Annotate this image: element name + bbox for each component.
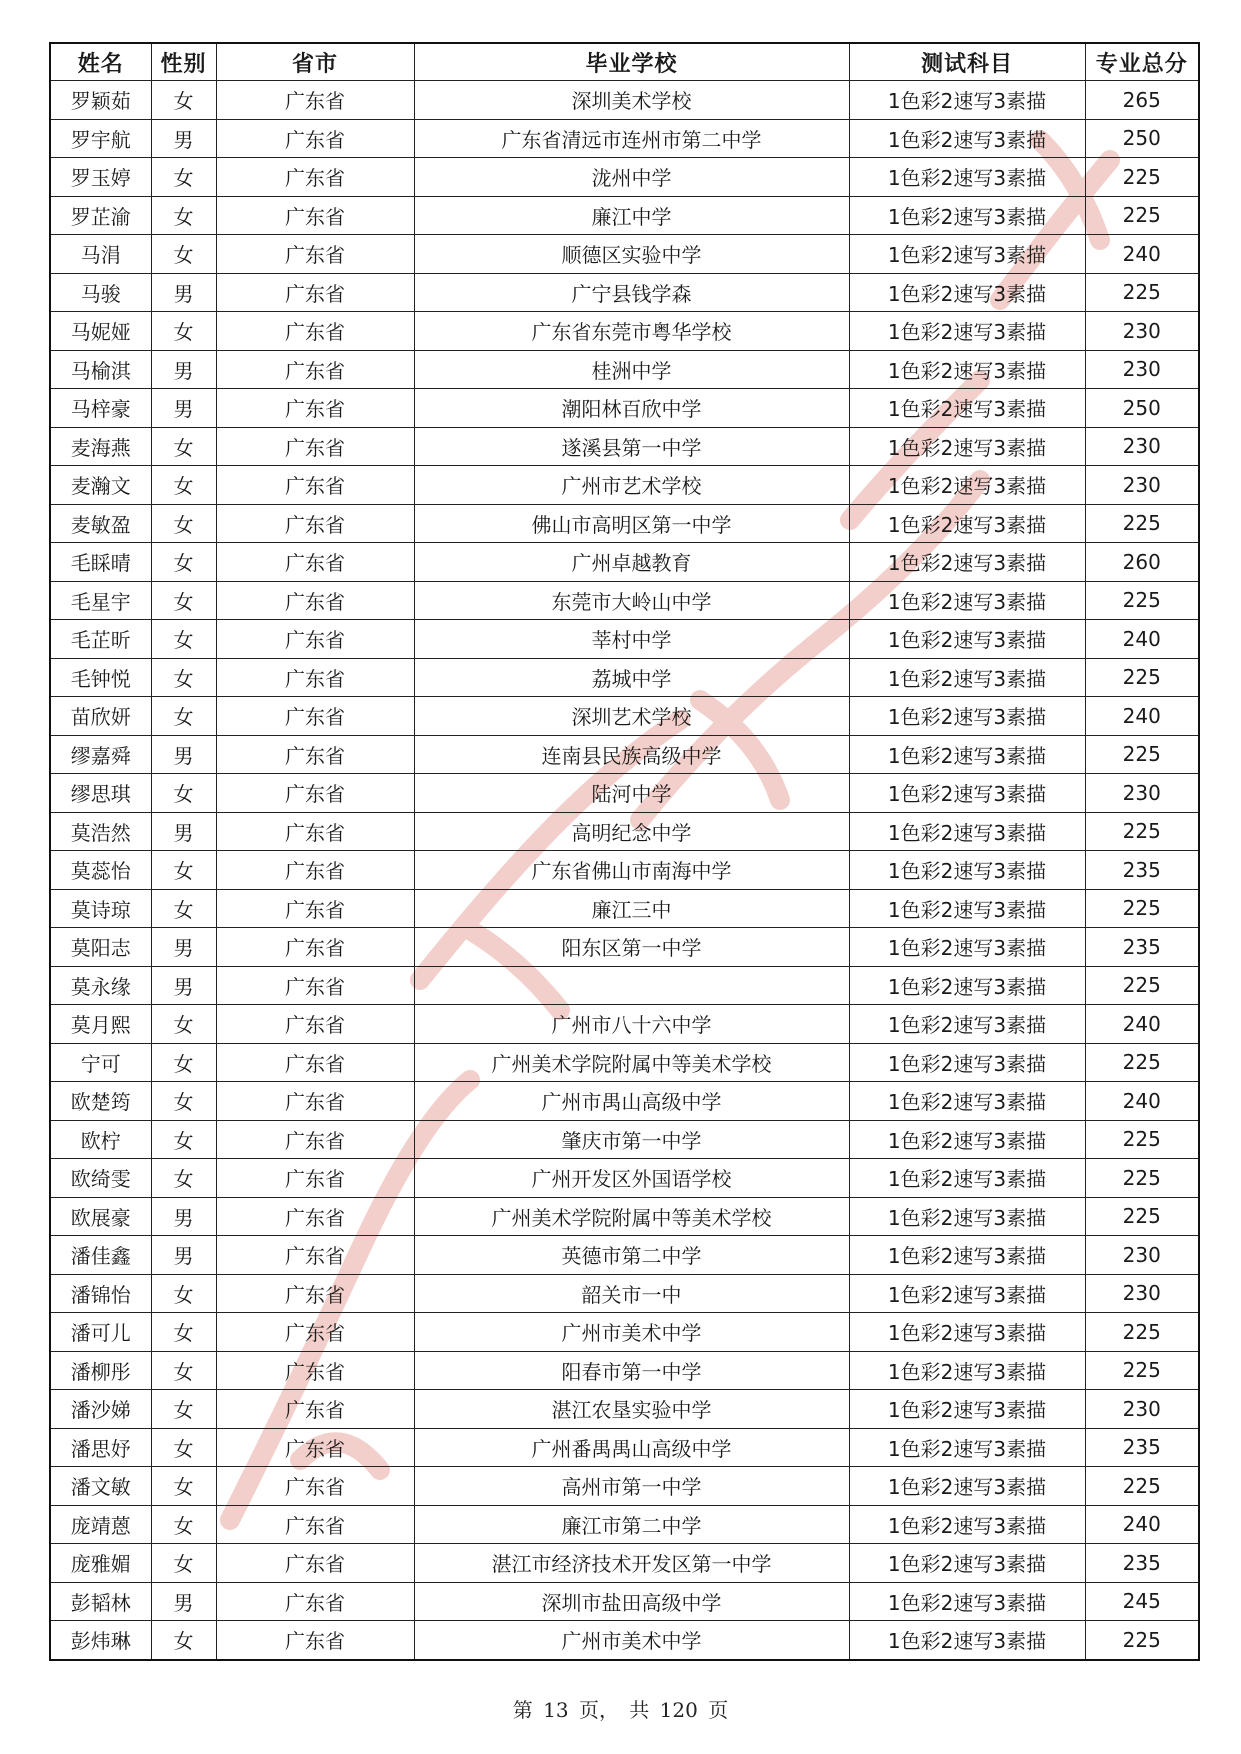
table-row	[50, 966, 1199, 1005]
table-row	[50, 697, 1199, 736]
table-row	[50, 466, 1199, 505]
cell-subjects: 1色彩2速写3素描	[849, 543, 1085, 582]
cell-score: 230	[1085, 1236, 1199, 1275]
cell-school: 荔城中学	[414, 658, 849, 697]
cell-name: 潘沙娣	[50, 1390, 151, 1429]
cell-school: 佛山市高明区第一中学	[414, 504, 849, 543]
cell-score: 225	[1085, 1467, 1199, 1506]
cell-school: 广东省东莞市粤华学校	[414, 312, 849, 351]
cell-name: 苗欣妍	[50, 697, 151, 736]
cell-gender: 男	[151, 389, 216, 428]
cell-score: 225	[1085, 735, 1199, 774]
cell-subjects: 1色彩2速写3素描	[849, 1120, 1085, 1159]
cell-gender: 女	[151, 1120, 216, 1159]
cell-school: 广州番禺禺山高级中学	[414, 1428, 849, 1467]
cell-name: 罗玉婷	[50, 158, 151, 197]
table-row	[50, 1043, 1199, 1082]
cell-name: 莫诗琼	[50, 889, 151, 928]
table-row	[50, 235, 1199, 274]
cell-subjects: 1色彩2速写3素描	[849, 273, 1085, 312]
cell-subjects: 1色彩2速写3素描	[849, 1159, 1085, 1198]
cell-province: 广东省	[216, 1005, 414, 1044]
cell-name: 麦瀚文	[50, 466, 151, 505]
cell-gender: 女	[151, 1274, 216, 1313]
cell-subjects: 1色彩2速写3素描	[849, 312, 1085, 351]
cell-school: 深圳美术学校	[414, 81, 849, 120]
cell-subjects: 1色彩2速写3素描	[849, 1582, 1085, 1621]
cell-school: 廉江三中	[414, 889, 849, 928]
cell-subjects: 1色彩2速写3素描	[849, 1082, 1085, 1121]
cell-gender: 女	[151, 581, 216, 620]
cell-school: 广州卓越教育	[414, 543, 849, 582]
cell-name: 马涓	[50, 235, 151, 274]
cell-school: 桂洲中学	[414, 350, 849, 389]
table-row	[50, 273, 1199, 312]
cell-name: 彭炜琳	[50, 1621, 151, 1660]
cell-province: 广东省	[216, 1274, 414, 1313]
cell-subjects: 1色彩2速写3素描	[849, 119, 1085, 158]
cell-subjects: 1色彩2速写3素描	[849, 1274, 1085, 1313]
cell-school: 高州市第一中学	[414, 1467, 849, 1506]
cell-school: 湛江市经济技术开发区第一中学	[414, 1544, 849, 1583]
cell-province: 广东省	[216, 1313, 414, 1352]
cell-score: 245	[1085, 1582, 1199, 1621]
cell-score: 225	[1085, 1621, 1199, 1660]
cell-gender: 男	[151, 966, 216, 1005]
table-row	[50, 889, 1199, 928]
cell-score: 225	[1085, 1197, 1199, 1236]
cell-name: 庞雅媚	[50, 1544, 151, 1583]
cell-score: 230	[1085, 774, 1199, 813]
cell-province: 广东省	[216, 119, 414, 158]
cell-score: 225	[1085, 581, 1199, 620]
cell-score: 240	[1085, 1505, 1199, 1544]
cell-name: 欧楚筠	[50, 1082, 151, 1121]
cell-province: 广东省	[216, 196, 414, 235]
cell-score: 240	[1085, 235, 1199, 274]
cell-name: 莫蕊怡	[50, 851, 151, 890]
cell-subjects: 1色彩2速写3素描	[849, 735, 1085, 774]
cell-school: 广东省佛山市南海中学	[414, 851, 849, 890]
cell-score: 235	[1085, 851, 1199, 890]
cell-province: 广东省	[216, 1120, 414, 1159]
cell-score: 225	[1085, 504, 1199, 543]
cell-province: 广东省	[216, 1082, 414, 1121]
cell-province: 广东省	[216, 851, 414, 890]
cell-name: 马骏	[50, 273, 151, 312]
cell-subjects: 1色彩2速写3素描	[849, 1236, 1085, 1275]
cell-subjects: 1色彩2速写3素描	[849, 1313, 1085, 1352]
table-row	[50, 1390, 1199, 1429]
table-row	[50, 581, 1199, 620]
cell-school: 广州市艺术学校	[414, 466, 849, 505]
cell-school: 广州市美术中学	[414, 1621, 849, 1660]
cell-province: 广东省	[216, 1351, 414, 1390]
table-row	[50, 1159, 1199, 1198]
cell-school: 湛江农垦实验中学	[414, 1390, 849, 1429]
header-school: 毕业学校	[414, 43, 849, 81]
header-province: 省市	[216, 43, 414, 81]
table-row	[50, 1005, 1199, 1044]
page-footer: 第 13 页， 共 120 页	[512, 1698, 729, 1722]
cell-school: 广州开发区外国语学校	[414, 1159, 849, 1198]
table-row	[50, 1467, 1199, 1506]
cell-subjects: 1色彩2速写3素描	[849, 504, 1085, 543]
cell-province: 广东省	[216, 543, 414, 582]
cell-score: 225	[1085, 966, 1199, 1005]
cell-gender: 女	[151, 1467, 216, 1506]
cell-province: 广东省	[216, 1544, 414, 1583]
cell-score: 230	[1085, 427, 1199, 466]
cell-name: 毛钟悦	[50, 658, 151, 697]
cell-gender: 女	[151, 1159, 216, 1198]
cell-gender: 男	[151, 1236, 216, 1275]
cell-subjects: 1色彩2速写3素描	[849, 620, 1085, 659]
table-row	[50, 735, 1199, 774]
cell-province: 广东省	[216, 350, 414, 389]
cell-school: 连南县民族高级中学	[414, 735, 849, 774]
cell-gender: 女	[151, 851, 216, 890]
header-gender: 性别	[151, 43, 216, 81]
table-row	[50, 1082, 1199, 1121]
cell-school: 广州美术学院附属中等美术学校	[414, 1197, 849, 1236]
cell-gender: 女	[151, 889, 216, 928]
cell-gender: 女	[151, 620, 216, 659]
cell-school: 遂溪县第一中学	[414, 427, 849, 466]
table-row	[50, 1236, 1199, 1275]
cell-school: 莘村中学	[414, 620, 849, 659]
cell-school: 阳春市第一中学	[414, 1351, 849, 1390]
table-row	[50, 1120, 1199, 1159]
cell-province: 广东省	[216, 312, 414, 351]
table-row	[50, 1428, 1199, 1467]
table-row	[50, 658, 1199, 697]
cell-name: 潘柳彤	[50, 1351, 151, 1390]
table-row	[50, 350, 1199, 389]
cell-subjects: 1色彩2速写3素描	[849, 812, 1085, 851]
cell-school: 肇庆市第一中学	[414, 1120, 849, 1159]
cell-province: 广东省	[216, 1582, 414, 1621]
cell-gender: 女	[151, 1621, 216, 1660]
cell-province: 广东省	[216, 1236, 414, 1275]
cell-subjects: 1色彩2速写3素描	[849, 1197, 1085, 1236]
cell-gender: 男	[151, 119, 216, 158]
cell-subjects: 1色彩2速写3素描	[849, 158, 1085, 197]
cell-score: 240	[1085, 1005, 1199, 1044]
cell-province: 广东省	[216, 1505, 414, 1544]
cell-subjects: 1色彩2速写3素描	[849, 1351, 1085, 1390]
cell-subjects: 1色彩2速写3素描	[849, 1390, 1085, 1429]
cell-subjects: 1色彩2速写3素描	[849, 196, 1085, 235]
table-row	[50, 928, 1199, 967]
cell-score: 260	[1085, 543, 1199, 582]
header-subjects: 测试科目	[849, 43, 1085, 81]
cell-school: 广宁县钱学森	[414, 273, 849, 312]
roster-table	[49, 42, 1200, 1661]
cell-score: 225	[1085, 1351, 1199, 1390]
cell-name: 宁可	[50, 1043, 151, 1082]
cell-name: 缪思琪	[50, 774, 151, 813]
cell-gender: 男	[151, 812, 216, 851]
cell-score: 230	[1085, 312, 1199, 351]
cell-score: 240	[1085, 697, 1199, 736]
cell-subjects: 1色彩2速写3素描	[849, 774, 1085, 813]
cell-province: 广东省	[216, 389, 414, 428]
cell-score: 250	[1085, 119, 1199, 158]
cell-province: 广东省	[216, 928, 414, 967]
cell-name: 莫月熙	[50, 1005, 151, 1044]
cell-gender: 女	[151, 504, 216, 543]
cell-name: 罗颖茹	[50, 81, 151, 120]
cell-gender: 女	[151, 1005, 216, 1044]
cell-school: 广州市美术中学	[414, 1313, 849, 1352]
cell-name: 莫永缘	[50, 966, 151, 1005]
cell-subjects: 1色彩2速写3素描	[849, 1005, 1085, 1044]
cell-gender: 女	[151, 1082, 216, 1121]
cell-subjects: 1色彩2速写3素描	[849, 928, 1085, 967]
cell-province: 广东省	[216, 158, 414, 197]
cell-gender: 女	[151, 543, 216, 582]
table-row	[50, 1582, 1199, 1621]
cell-school: 深圳艺术学校	[414, 697, 849, 736]
cell-name: 马榆淇	[50, 350, 151, 389]
table-row	[50, 1313, 1199, 1352]
cell-name: 罗宇航	[50, 119, 151, 158]
cell-subjects: 1色彩2速写3素描	[849, 1544, 1085, 1583]
cell-score: 225	[1085, 1313, 1199, 1352]
cell-score: 225	[1085, 196, 1199, 235]
cell-score: 225	[1085, 158, 1199, 197]
table-row	[50, 312, 1199, 351]
cell-gender: 女	[151, 196, 216, 235]
cell-school: 阳东区第一中学	[414, 928, 849, 967]
cell-score: 240	[1085, 620, 1199, 659]
table-row	[50, 774, 1199, 813]
cell-name: 毛星宇	[50, 581, 151, 620]
cell-school: 陆河中学	[414, 774, 849, 813]
cell-score: 225	[1085, 273, 1199, 312]
cell-subjects: 1色彩2速写3素描	[849, 966, 1085, 1005]
cell-province: 广东省	[216, 235, 414, 274]
cell-name: 毛睬晴	[50, 543, 151, 582]
cell-school: 英德市第二中学	[414, 1236, 849, 1275]
cell-school: 广州市禺山高级中学	[414, 1082, 849, 1121]
cell-subjects: 1色彩2速写3素描	[849, 81, 1085, 120]
cell-score: 225	[1085, 812, 1199, 851]
cell-province: 广东省	[216, 774, 414, 813]
cell-subjects: 1色彩2速写3素描	[849, 235, 1085, 274]
header-total-score: 专业总分	[1085, 43, 1199, 81]
cell-name: 麦敏盈	[50, 504, 151, 543]
cell-school: 韶关市一中	[414, 1274, 849, 1313]
table-row	[50, 1505, 1199, 1544]
cell-name: 罗芷渝	[50, 196, 151, 235]
cell-province: 广东省	[216, 889, 414, 928]
cell-gender: 女	[151, 1351, 216, 1390]
cell-school: 深圳市盐田高级中学	[414, 1582, 849, 1621]
cell-gender: 女	[151, 1313, 216, 1352]
cell-gender: 男	[151, 273, 216, 312]
cell-gender: 女	[151, 312, 216, 351]
table-row	[50, 812, 1199, 851]
cell-gender: 女	[151, 81, 216, 120]
cell-score: 225	[1085, 1159, 1199, 1198]
cell-score: 235	[1085, 1544, 1199, 1583]
roster-sheet	[49, 42, 1198, 1661]
table-row	[50, 1197, 1199, 1236]
cell-province: 广东省	[216, 81, 414, 120]
cell-subjects: 1色彩2速写3素描	[849, 350, 1085, 389]
cell-score: 230	[1085, 466, 1199, 505]
cell-school: 高明纪念中学	[414, 812, 849, 851]
cell-score: 265	[1085, 81, 1199, 120]
cell-province: 广东省	[216, 273, 414, 312]
table-row	[50, 1351, 1199, 1390]
cell-name: 莫浩然	[50, 812, 151, 851]
cell-province: 广东省	[216, 658, 414, 697]
cell-school	[414, 966, 849, 1005]
cell-subjects: 1色彩2速写3素描	[849, 1467, 1085, 1506]
cell-gender: 女	[151, 1043, 216, 1082]
cell-name: 潘思妤	[50, 1428, 151, 1467]
cell-subjects: 1色彩2速写3素描	[849, 1621, 1085, 1660]
header-name: 姓名	[50, 43, 151, 81]
cell-gender: 女	[151, 658, 216, 697]
cell-score: 225	[1085, 1043, 1199, 1082]
table-row	[50, 543, 1199, 582]
cell-gender: 女	[151, 1390, 216, 1429]
cell-province: 广东省	[216, 966, 414, 1005]
table-row	[50, 851, 1199, 890]
cell-name: 彭韬林	[50, 1582, 151, 1621]
table-row	[50, 1621, 1199, 1660]
cell-province: 广东省	[216, 1197, 414, 1236]
cell-gender: 男	[151, 350, 216, 389]
table-row	[50, 1274, 1199, 1313]
cell-subjects: 1色彩2速写3素描	[849, 697, 1085, 736]
cell-subjects: 1色彩2速写3素描	[849, 427, 1085, 466]
cell-score: 230	[1085, 350, 1199, 389]
cell-province: 广东省	[216, 581, 414, 620]
cell-gender: 女	[151, 235, 216, 274]
cell-score: 235	[1085, 928, 1199, 967]
cell-name: 马妮娅	[50, 312, 151, 351]
cell-subjects: 1色彩2速写3素描	[849, 889, 1085, 928]
table-row	[50, 1544, 1199, 1583]
cell-gender: 男	[151, 1197, 216, 1236]
cell-score: 225	[1085, 1120, 1199, 1159]
cell-school: 东莞市大岭山中学	[414, 581, 849, 620]
cell-school: 顺德区实验中学	[414, 235, 849, 274]
cell-subjects: 1色彩2速写3素描	[849, 581, 1085, 620]
cell-province: 广东省	[216, 504, 414, 543]
cell-gender: 男	[151, 928, 216, 967]
cell-gender: 女	[151, 1544, 216, 1583]
cell-province: 广东省	[216, 1621, 414, 1660]
cell-name: 欧绮雯	[50, 1159, 151, 1198]
cell-name: 潘文敏	[50, 1467, 151, 1506]
table-row	[50, 119, 1199, 158]
cell-province: 广东省	[216, 697, 414, 736]
cell-name: 欧柠	[50, 1120, 151, 1159]
cell-subjects: 1色彩2速写3素描	[849, 1043, 1085, 1082]
cell-school: 广州美术学院附属中等美术学校	[414, 1043, 849, 1082]
cell-school: 广东省清远市连州市第二中学	[414, 119, 849, 158]
cell-gender: 女	[151, 774, 216, 813]
cell-province: 广东省	[216, 1043, 414, 1082]
cell-school: 廉江中学	[414, 196, 849, 235]
cell-subjects: 1色彩2速写3素描	[849, 1505, 1085, 1544]
cell-score: 240	[1085, 1082, 1199, 1121]
cell-province: 广东省	[216, 427, 414, 466]
cell-subjects: 1色彩2速写3素描	[849, 658, 1085, 697]
cell-subjects: 1色彩2速写3素描	[849, 1428, 1085, 1467]
cell-province: 广东省	[216, 1390, 414, 1429]
cell-gender: 女	[151, 427, 216, 466]
cell-score: 225	[1085, 889, 1199, 928]
cell-name: 潘可儿	[50, 1313, 151, 1352]
cell-name: 潘佳鑫	[50, 1236, 151, 1275]
cell-name: 潘锦怡	[50, 1274, 151, 1313]
cell-score: 235	[1085, 1428, 1199, 1467]
cell-province: 广东省	[216, 812, 414, 851]
cell-school: 广州市八十六中学	[414, 1005, 849, 1044]
cell-subjects: 1色彩2速写3素描	[849, 851, 1085, 890]
cell-school: 潮阳林百欣中学	[414, 389, 849, 428]
table-row	[50, 389, 1199, 428]
cell-school: 廉江市第二中学	[414, 1505, 849, 1544]
cell-gender: 女	[151, 466, 216, 505]
cell-gender: 女	[151, 158, 216, 197]
cell-province: 广东省	[216, 1159, 414, 1198]
cell-province: 广东省	[216, 1428, 414, 1467]
cell-score: 250	[1085, 389, 1199, 428]
cell-province: 广东省	[216, 735, 414, 774]
cell-school: 泷州中学	[414, 158, 849, 197]
cell-name: 莫阳志	[50, 928, 151, 967]
table-row	[50, 427, 1199, 466]
cell-province: 广东省	[216, 1467, 414, 1506]
cell-name: 缪嘉舜	[50, 735, 151, 774]
table-row	[50, 620, 1199, 659]
cell-name: 庞靖蒽	[50, 1505, 151, 1544]
cell-name: 毛芷昕	[50, 620, 151, 659]
table-row	[50, 81, 1199, 120]
cell-gender: 女	[151, 1428, 216, 1467]
table-row	[50, 158, 1199, 197]
cell-gender: 男	[151, 735, 216, 774]
cell-province: 广东省	[216, 620, 414, 659]
cell-gender: 女	[151, 1505, 216, 1544]
table-row	[50, 196, 1199, 235]
table-header-row	[50, 43, 1199, 81]
cell-score: 230	[1085, 1390, 1199, 1429]
cell-subjects: 1色彩2速写3素描	[849, 389, 1085, 428]
cell-name: 马梓豪	[50, 389, 151, 428]
cell-gender: 男	[151, 1582, 216, 1621]
cell-subjects: 1色彩2速写3素描	[849, 466, 1085, 505]
cell-score: 230	[1085, 1274, 1199, 1313]
cell-gender: 女	[151, 697, 216, 736]
cell-province: 广东省	[216, 466, 414, 505]
cell-score: 225	[1085, 658, 1199, 697]
cell-name: 麦海燕	[50, 427, 151, 466]
table-row	[50, 504, 1199, 543]
cell-name: 欧展豪	[50, 1197, 151, 1236]
